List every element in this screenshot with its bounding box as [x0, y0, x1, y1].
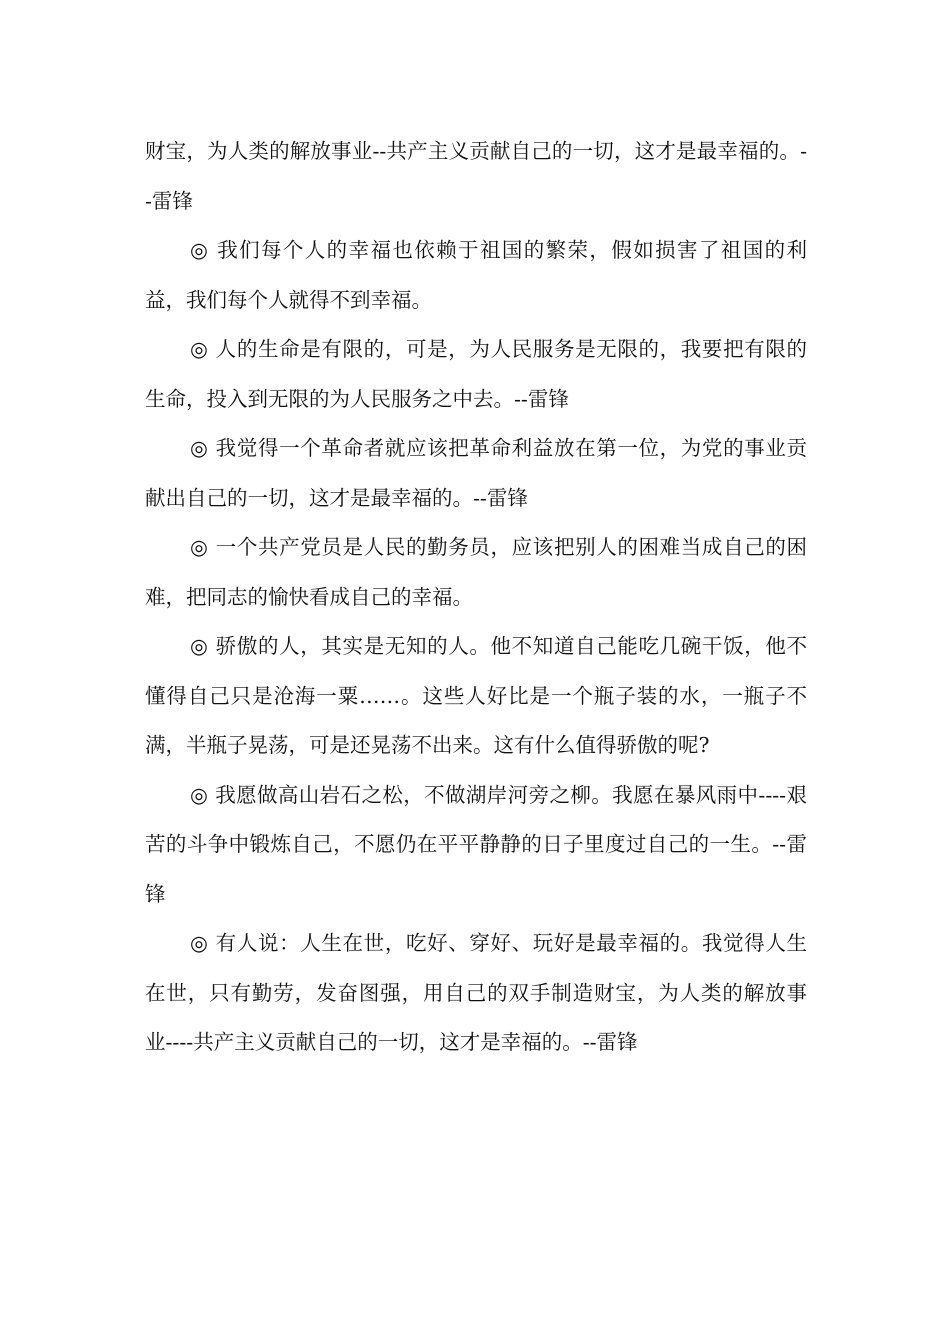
- quote-paragraph: ◎ 我觉得一个革命者就应该把革命利益放在第一位，为党的事业贡献出自己的一切，这才是最幸福的。--雷锋: [145, 436, 807, 510]
- paragraph-continuation: 财宝，为人类的解放事业--共产主义贡献自己的一切，这才是最幸福的。--雷锋: [145, 139, 807, 213]
- quote-paragraph: ◎ 有人说：人生在世，吃好、穿好、玩好是最幸福的。我觉得人生在世，只有勤劳，发奋图强，用自己的双手制造财宝，为人类的解放事业----共产主义贡献自己的一切，这才是幸福的。--雷锋: [145, 931, 807, 1054]
- quote-paragraph: ◎ 我愿做高山岩石之松，不做湖岸河旁之柳。我愿在暴风雨中----艰苦的斗争中锻炼自己，不愿仍在平平静静的日子里度过自己的一生。--雷锋: [145, 782, 807, 906]
- quote-paragraph: ◎ 人的生命是有限的，可是，为人民服务是无限的，我要把有限的生命，投入到无限的为人民服务之中去。--雷锋: [145, 337, 807, 411]
- document-body: [145, 127, 807, 1068]
- quote-paragraph: ◎ 我们每个人的幸福也依赖于祖国的繁荣，假如损害了祖国的利益，我们每个人就得不到幸福。: [145, 238, 807, 312]
- quote-paragraph: ◎ 骄傲的人，其实是无知的人。他不知道自己能吃几碗干饭，他不懂得自己只是沧海一粟……。这些人好比是一个瓶子装的水，一瓶子不满，半瓶子晃荡，可是还晃荡不出来。这有什么值得骄傲的呢?: [145, 634, 807, 757]
- quote-paragraph: ◎ 一个共产党员是人民的勤务员，应该把别人的困难当成自己的困难，把同志的愉快看成自己的幸福。: [145, 535, 807, 609]
